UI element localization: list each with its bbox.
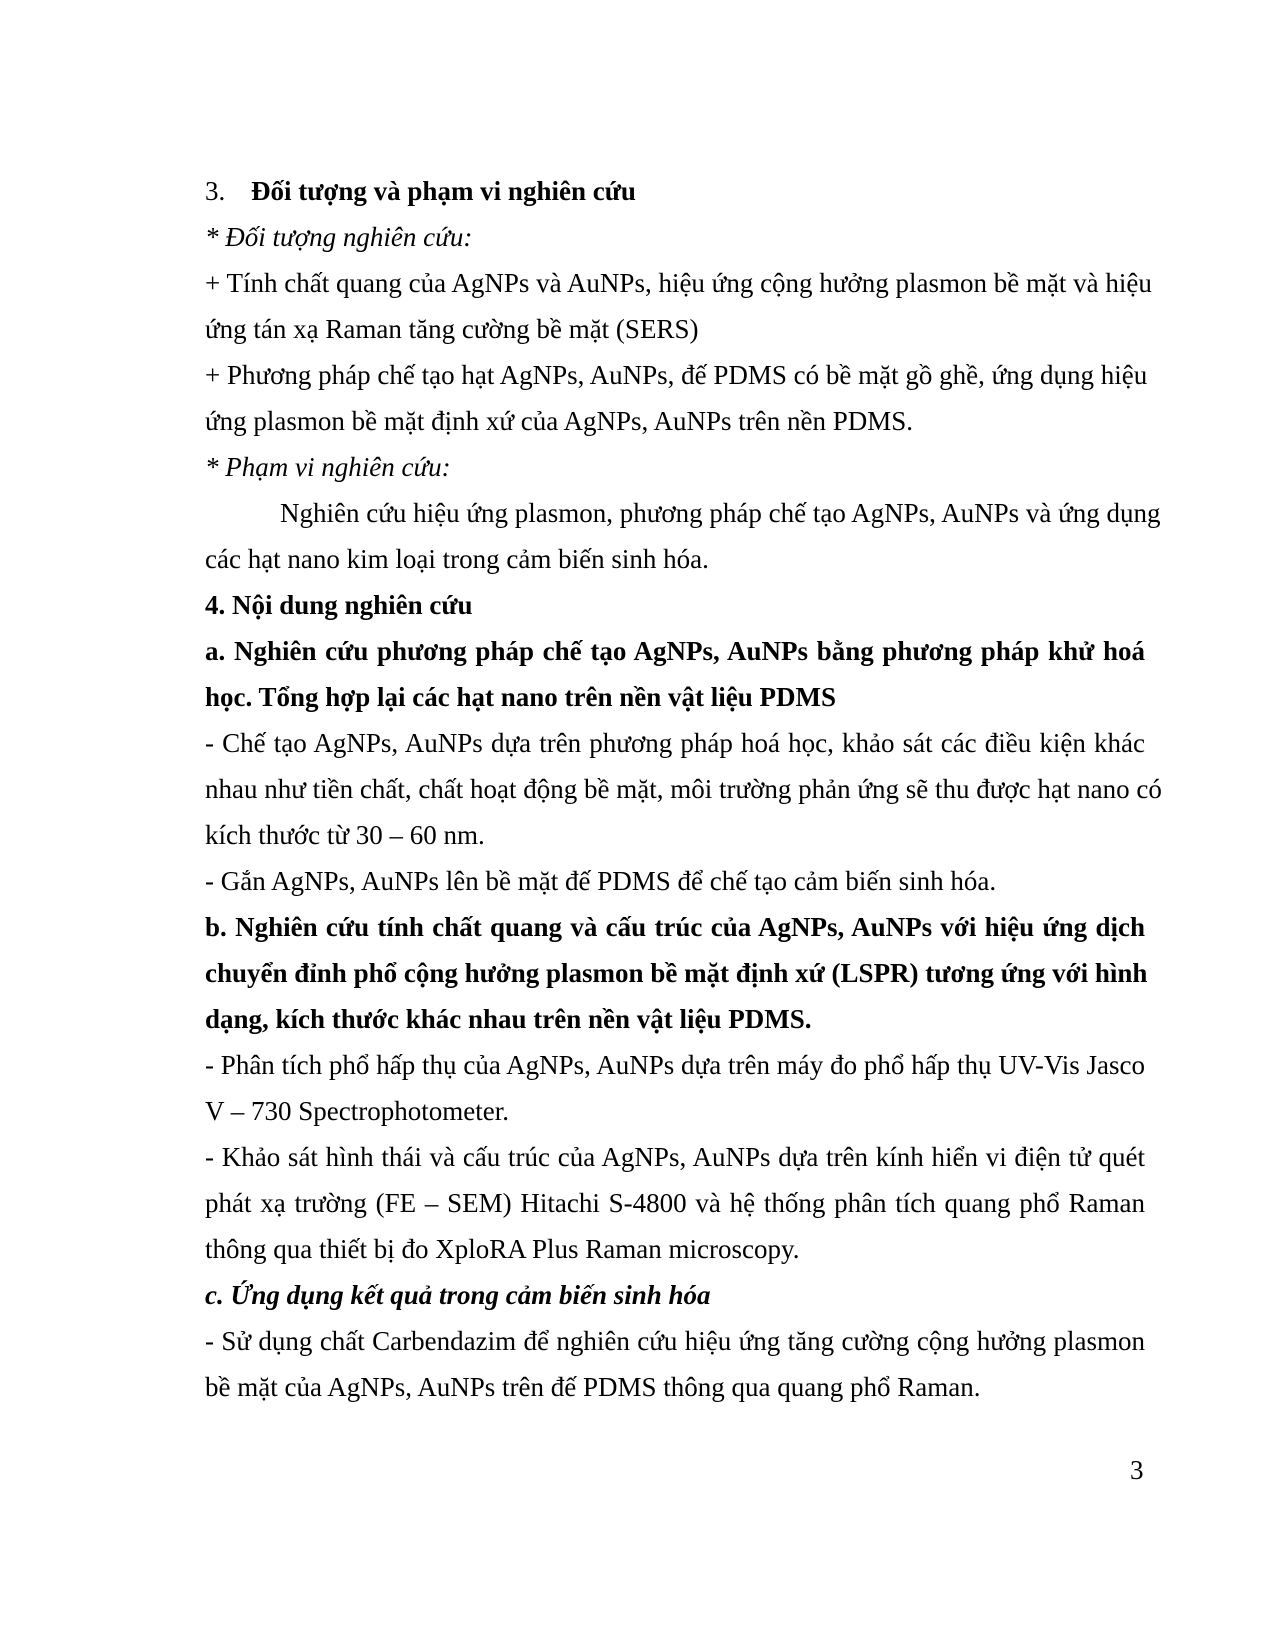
subject-line: + Tính chất quang của AgNPs và AuNPs, hiệu ứng cộng hưởng plasmon bề mặt và hiệu (205, 268, 1152, 298)
subsection-a-heading: a. Nghiên cứu phương pháp chế tạo AgNPs, AuNPs bằng phương pháp khử hoá (205, 636, 1145, 666)
section-3-heading (205, 168, 1145, 214)
subsection-c-line: bề mặt của AgNPs, AuNPs trên đế PDMS thông qua quang phổ Raman. (205, 1372, 981, 1402)
subsection-b-line: V – 730 Spectrophotometer. (205, 1096, 509, 1126)
page-number: 3 (1130, 1455, 1144, 1485)
scope-line: Nghiên cứu hiệu ứng plasmon, phương pháp chế tạo AgNPs, AuNPs và ứng dụng (280, 498, 1161, 528)
section-4-title: 4. Nội dung nghiên cứu (205, 590, 473, 620)
subsection-b-heading: b. Nghiên cứu tính chất quang và cấu trúc của AgNPs, AuNPs với hiệu ứng dịch (205, 912, 1145, 942)
subject-heading: * Đối tượng nghiên cứu: (205, 222, 473, 252)
subsection-b-heading: chuyển đỉnh phổ cộng hưởng plasmon bề mặt định xứ (LSPR) tương ứng với hình (205, 958, 1148, 988)
subject-line: + Phương pháp chế tạo hạt AgNPs, AuNPs, đế PDMS có bề mặt gồ ghề, ứng dụng hiệu (205, 360, 1148, 390)
subsection-c-heading: c. Ứng dụng kết quả trong cảm biến sinh hóa (205, 1280, 711, 1310)
scope-line: các hạt nano kim loại trong cảm biến sinh hóa. (205, 544, 709, 574)
section-3-number: 3. (205, 176, 226, 206)
document-page (205, 168, 1162, 1410)
subsection-b-line: - Khảo sát hình thái và cấu trúc của AgNPs, AuNPs dựa trên kính hiển vi điện tử quét (205, 1142, 1145, 1172)
section-3-title: Đối tượng và phạm vi nghiên cứu (251, 176, 636, 206)
subsection-a-line: - Gắn AgNPs, AuNPs lên bề mặt đế PDMS để chế tạo cảm biến sinh hóa. (205, 866, 997, 896)
subsection-a-line: - Chế tạo AgNPs, AuNPs dựa trên phương pháp hoá học, khảo sát các điều kiện khác (205, 728, 1145, 758)
subject-line: ứng plasmon bề mặt định xứ của AgNPs, AuNPs trên nền PDMS. (205, 406, 914, 436)
subsection-b-line: - Phân tích phổ hấp thụ của AgNPs, AuNPs dựa trên máy đo phổ hấp thụ UV-Vis Jasco (205, 1050, 1145, 1080)
subsection-b-heading: dạng, kích thước khác nhau trên nền vật liệu PDMS. (205, 1004, 812, 1034)
subsection-b-line: phát xạ trường (FE – SEM) Hitachi S-4800 và hệ thống phân tích quang phổ Raman (205, 1188, 1145, 1218)
scope-heading: * Phạm vi nghiên cứu: (205, 452, 451, 482)
subsection-a-line: kích thước từ 30 – 60 nm. (205, 820, 485, 850)
subsection-a-heading: học. Tổng hợp lại các hạt nano trên nền vật liệu PDMS (205, 682, 837, 712)
subsection-a-line: nhau như tiền chất, chất hoạt động bề mặt, môi trường phản ứng sẽ thu được hạt nano có (205, 774, 1162, 804)
subsection-c-line: - Sử dụng chất Carbendazim để nghiên cứu hiệu ứng tăng cường cộng hưởng plasmon (205, 1326, 1145, 1356)
subject-line: ứng tán xạ Raman tăng cường bề mặt (SERS) (205, 314, 699, 344)
subsection-b-line: thông qua thiết bị đo XploRA Plus Raman microscopy. (205, 1234, 800, 1264)
